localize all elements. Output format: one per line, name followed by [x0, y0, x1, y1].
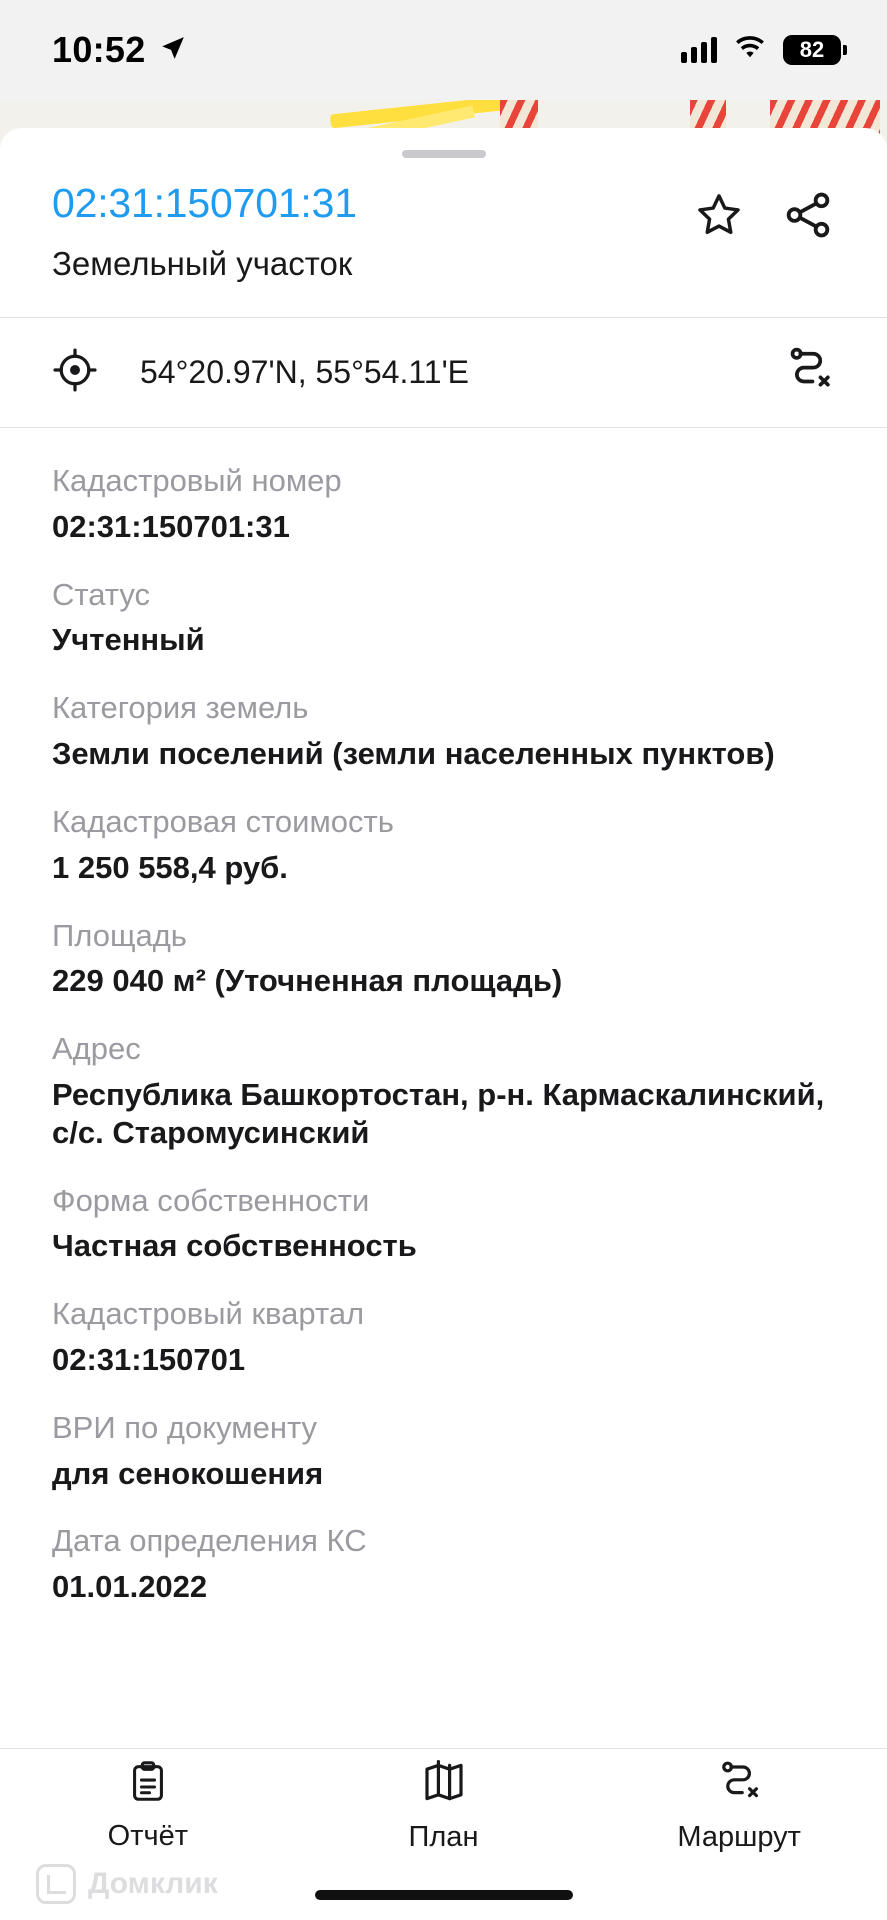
bottom-bar-item-plan[interactable]: [296, 1758, 592, 1854]
details-list[interactable]: [0, 428, 887, 1606]
bottom-bar-label: Отчёт: [107, 1819, 189, 1852]
bottom-bar-item-report[interactable]: [0, 1759, 296, 1853]
bottom-bar-label: План: [408, 1820, 479, 1853]
clipboard-icon: [125, 1759, 171, 1810]
route-cancel-icon[interactable]: [783, 344, 835, 401]
sheet-header-text: [52, 180, 357, 283]
detail-field: [52, 1182, 835, 1266]
coordinates-left: [52, 347, 469, 398]
status-bar-right: [681, 35, 841, 66]
detail-field: [52, 1295, 835, 1379]
domclick-logo-icon: [36, 1864, 76, 1904]
watermark-text: Домклик: [88, 1867, 218, 1900]
detail-field: [52, 1522, 835, 1606]
share-icon[interactable]: [781, 188, 835, 242]
bottom-action-bar: [0, 1748, 887, 1862]
route-icon: [715, 1758, 763, 1811]
detail-label: Площадь: [52, 917, 187, 953]
detail-bottom-sheet: [0, 128, 887, 1920]
detail-label: Дата определения КС: [52, 1523, 367, 1559]
detail-label: Категория земель: [52, 690, 309, 726]
bottom-bar-item-route[interactable]: [591, 1758, 887, 1854]
detail-value: 229 040 м² (Уточненная площадь): [52, 963, 563, 999]
detail-value: для сенокошения: [52, 1455, 324, 1491]
detail-value: 1 250 558,4 руб.: [52, 849, 288, 885]
home-indicator[interactable]: [315, 1890, 573, 1900]
detail-label: Кадастровый номер: [52, 463, 342, 498]
detail-value: Частная собственность: [52, 1228, 417, 1264]
scroll-fade: [0, 1692, 887, 1748]
detail-value: 01.01.2022: [52, 1569, 208, 1605]
detail-field: [52, 462, 835, 546]
coordinates-row[interactable]: [0, 318, 887, 427]
detail-field: [52, 1409, 835, 1493]
status-bar-clock: 10:52: [52, 29, 146, 70]
object-type-label: Земельный участок: [52, 245, 353, 282]
wifi-icon: [733, 35, 767, 66]
star-icon[interactable]: [693, 189, 745, 241]
detail-field: [52, 917, 835, 1001]
detail-label: Адрес: [52, 1031, 141, 1067]
status-bar: [0, 0, 887, 100]
sheet-drag-handle[interactable]: [402, 150, 486, 158]
map-book-icon: [420, 1758, 468, 1811]
sheet-header: [0, 158, 887, 317]
detail-value: 02:31:150701:31: [52, 508, 290, 544]
battery-indicator: 82: [783, 35, 841, 65]
detail-value: Земли поселений (земли населенных пунктов): [52, 736, 775, 772]
detail-field: [52, 576, 835, 660]
detail-label: Кадастровая стоимость: [52, 803, 394, 839]
detail-label: Форма собственности: [52, 1182, 370, 1218]
detail-label: Кадастровый квартал: [52, 1296, 365, 1332]
target-crosshair-icon[interactable]: [52, 347, 98, 398]
detail-field: [52, 803, 835, 887]
detail-value: Учтенный: [52, 622, 205, 658]
detail-field: [52, 689, 835, 773]
cellular-signal-icon: [681, 37, 717, 63]
location-arrow-icon: [160, 35, 186, 66]
detail-value: 02:31:150701: [52, 1342, 246, 1377]
detail-label: ВРИ по документу: [52, 1409, 317, 1445]
watermark: [36, 1864, 218, 1904]
bottom-bar-label: Маршрут: [677, 1820, 801, 1853]
status-bar-left: [52, 29, 186, 71]
detail-value: Республика Башкортостан, р-н. Кармаскалинский, с/с. Старомусинский: [52, 1076, 825, 1150]
detail-field: [52, 1030, 835, 1151]
sheet-header-actions: [693, 180, 835, 242]
page-title: 02:31:150701:31: [52, 180, 357, 226]
coordinates-value: 54°20.97'N, 55°54.11'E: [140, 354, 470, 390]
detail-label: Статус: [52, 576, 150, 612]
